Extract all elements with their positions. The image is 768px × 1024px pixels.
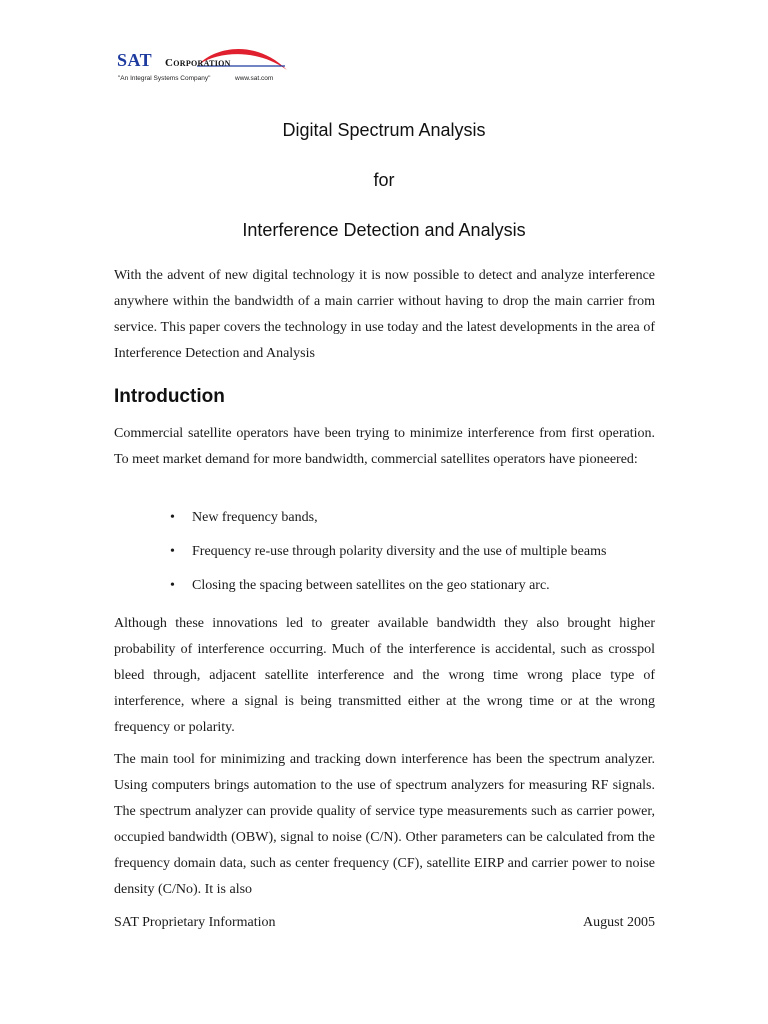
document-title-line-1: Digital Spectrum Analysis	[282, 120, 486, 140]
section-heading: Introduction	[114, 386, 225, 407]
bullet-icon: •	[170, 544, 175, 559]
list-item	[170, 576, 606, 610]
bullet-list	[170, 508, 606, 610]
list-item	[170, 508, 606, 542]
intro-paragraph: Commercial satellite operators have been trying to minimize interference from first operation. To meet market demand for more bandwidth, commercial satellites operators have pioneered:	[114, 426, 655, 467]
list-item-text: New frequency bands,	[192, 510, 318, 525]
footer-date: August 2005	[583, 915, 655, 930]
company-logo	[117, 44, 287, 90]
logo-corporation: Corporation	[165, 57, 231, 69]
body-paragraph: Although these innovations led to greater available bandwidth they also brought higher probability of interference occurring. Much of the interference is accidental, such as crosspol bleed through, adjacent satellite interference and the wrong time wrong place type of interference, where a signal is being transmitted either at the wrong time or at the wrong frequency or polarity.	[114, 616, 655, 735]
bullet-icon: •	[170, 578, 175, 593]
document-title-line-3: Interference Detection and Analysis	[242, 220, 526, 240]
list-item-text: Closing the spacing between satellites on the geo stationary arc.	[192, 578, 550, 593]
logo-tagline: "An Integral Systems Company"	[118, 75, 211, 82]
list-item-text: Frequency re-use through polarity diversity and the use of multiple beams	[192, 544, 607, 559]
abstract-paragraph: With the advent of new digital technology it is now possible to detect and analyze interference anywhere within the bandwidth of a main carrier without having to drop the main carrier from service. This paper covers the technology in use today and the latest developments in the area of Interference Detection and Analysis	[114, 268, 655, 361]
document-title-line-2: for	[373, 170, 395, 190]
list-item	[170, 542, 606, 576]
bullet-icon: •	[170, 510, 175, 525]
logo-url: www.sat.com	[235, 75, 274, 82]
footer-proprietary-notice: SAT Proprietary Information	[114, 915, 276, 930]
body-paragraph: The main tool for minimizing and tracking down interference has been the spectrum analyzer. Using computers brings automation to the use of spectrum analyzers for measuring RF signals. The spectrum analyzer can provide quality of service type measurements such as carrier power, occupied bandwidth (OBW), signal to noise (C/N). Other parameters can be calculated from the frequency domain data, such as center frequency (CF), satellite EIRP and carrier power to noise density (C/No). It is also	[114, 752, 655, 897]
logo-brand: SAT	[117, 50, 153, 70]
